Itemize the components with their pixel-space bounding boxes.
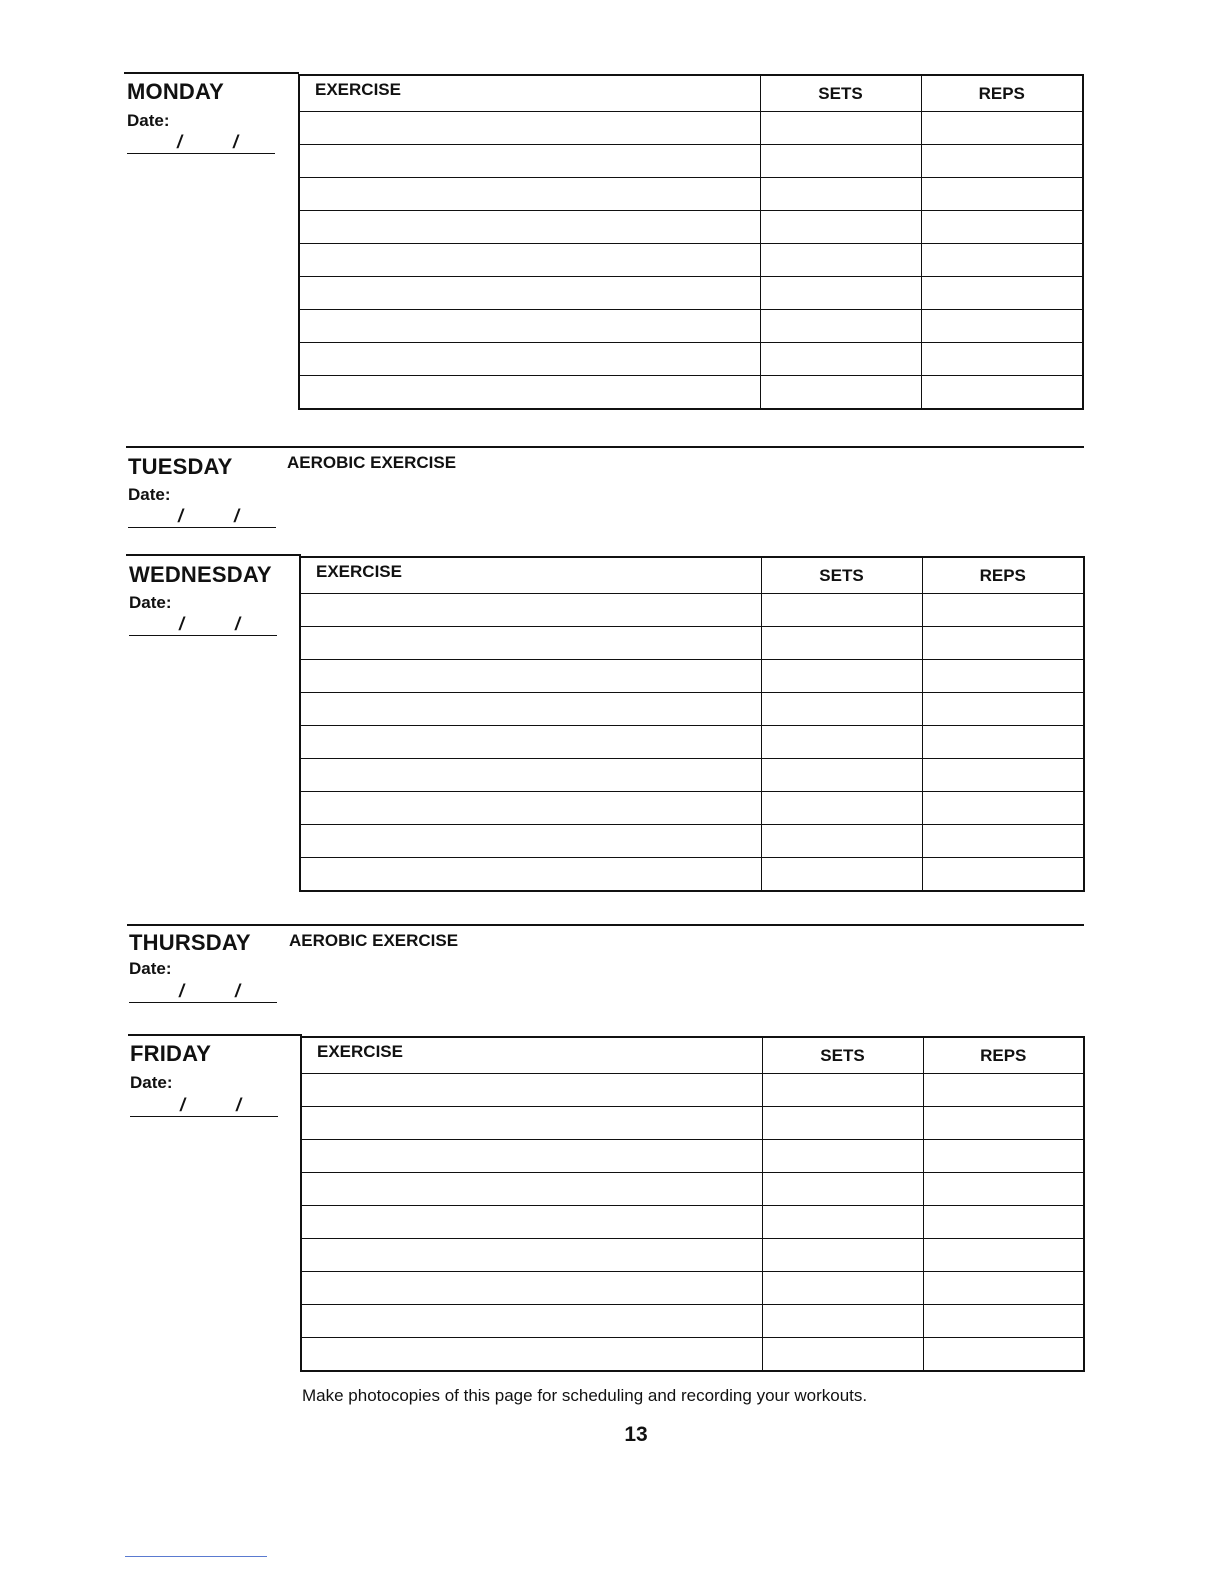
reps-cell[interactable] [923,1173,1084,1206]
table-row [301,1140,1084,1173]
sets-cell[interactable] [761,627,922,660]
sets-cell[interactable] [762,1338,923,1372]
sets-cell[interactable] [762,1173,923,1206]
exercise-cell[interactable] [300,759,761,792]
table-row [300,792,1084,825]
reps-cell[interactable] [923,1272,1084,1305]
sets-cell[interactable] [760,112,921,145]
sets-cell[interactable] [760,211,921,244]
thursday-date-label: Date: [129,959,172,978]
table-row [299,145,1083,178]
sets-column-header: SETS [761,557,922,594]
reps-cell[interactable] [921,211,1083,244]
date-separator: / [235,614,241,634]
thursday-date-field[interactable] [129,980,277,1003]
sets-cell[interactable] [762,1239,923,1272]
table-row [301,1338,1084,1372]
exercise-cell[interactable] [300,660,761,693]
exercise-cell[interactable] [300,792,761,825]
exercise-cell[interactable] [301,1107,762,1140]
table-row [300,759,1084,792]
date-separator: / [177,132,183,152]
friday-date-label: Date: [130,1073,173,1092]
reps-cell[interactable] [922,759,1084,792]
table-row [299,178,1083,211]
thursday-heading: THURSDAY [129,930,251,955]
exercise-cell[interactable] [299,211,760,244]
reps-cell[interactable] [923,1206,1084,1239]
reps-cell[interactable] [922,726,1084,759]
exercise-cell[interactable] [301,1173,762,1206]
reps-cell[interactable] [923,1305,1084,1338]
reps-cell[interactable] [921,343,1083,376]
monday-date-field[interactable] [127,131,275,154]
wednesday-date-field[interactable] [129,613,277,636]
sets-cell[interactable] [760,310,921,343]
exercise-column-header: EXERCISE [300,557,761,594]
exercise-cell[interactable] [301,1338,762,1372]
friday-heading: FRIDAY [130,1041,212,1066]
table-row [301,1272,1084,1305]
sets-cell[interactable] [761,726,922,759]
date-separator: / [236,1095,242,1115]
tuesday-date-label: Date: [128,485,171,504]
friday-exercise-table [300,1036,1085,1372]
thursday-top-rule [127,924,1084,926]
date-separator: / [234,506,240,526]
exercise-cell[interactable] [299,178,760,211]
tuesday-top-rule [126,446,1084,448]
reps-cell[interactable] [922,594,1084,627]
monday-top-rule [124,72,299,74]
exercise-cell[interactable] [300,594,761,627]
table-row [300,726,1084,759]
tuesday-date-field[interactable] [128,505,276,528]
reps-cell[interactable] [921,145,1083,178]
monday-heading: MONDAY [127,79,224,104]
thursday-aerobic-label: AEROBIC EXERCISE [289,931,459,950]
exercise-cell[interactable] [301,1140,762,1173]
date-separator: / [233,132,239,152]
sets-cell[interactable] [762,1140,923,1173]
reps-cell[interactable] [922,792,1084,825]
exercise-cell[interactable] [300,825,761,858]
exercise-column-header: EXERCISE [299,75,760,112]
reps-cell[interactable] [921,244,1083,277]
table-row [301,1074,1084,1107]
reps-column-header: REPS [921,75,1083,112]
exercise-cell[interactable] [301,1206,762,1239]
sets-cell[interactable] [760,178,921,211]
date-separator: / [178,506,184,526]
exercise-cell[interactable] [300,627,761,660]
table-row [300,627,1084,660]
wednesday-heading: WEDNESDAY [129,562,272,587]
sets-cell[interactable] [760,277,921,310]
wednesday-exercise-table [299,556,1085,892]
exercise-cell[interactable] [299,112,760,145]
reps-cell[interactable] [922,825,1084,858]
sets-column-header: SETS [762,1037,923,1074]
reps-cell[interactable] [922,660,1084,693]
decorative-underline [125,1556,267,1557]
sets-cell[interactable] [760,376,921,410]
table-row [300,660,1084,693]
sets-cell[interactable] [761,792,922,825]
table-row [301,1239,1084,1272]
date-separator: / [180,1095,186,1115]
friday-date-field[interactable] [130,1094,278,1117]
sets-cell[interactable] [760,244,921,277]
table-row [299,343,1083,376]
sets-cell[interactable] [762,1074,923,1107]
table-row [301,1206,1084,1239]
table-row [299,277,1083,310]
page-number: 13 [624,1423,648,1446]
reps-cell[interactable] [922,858,1084,892]
table-row [299,112,1083,145]
sets-cell[interactable] [760,343,921,376]
exercise-column-header: EXERCISE [301,1037,762,1074]
wednesday-date-label: Date: [129,593,172,612]
exercise-cell[interactable] [299,343,760,376]
tuesday-heading: TUESDAY [128,454,233,479]
sets-cell[interactable] [761,858,922,892]
sets-cell[interactable] [761,759,922,792]
exercise-cell[interactable] [300,693,761,726]
reps-cell[interactable] [923,1107,1084,1140]
reps-cell[interactable] [923,1338,1084,1372]
reps-cell[interactable] [921,112,1083,145]
reps-column-header: REPS [923,1037,1084,1074]
sets-cell[interactable] [761,825,922,858]
sets-cell[interactable] [762,1206,923,1239]
wednesday-top-rule [126,554,301,556]
sets-cell[interactable] [761,660,922,693]
table-row [300,825,1084,858]
table-row [299,211,1083,244]
reps-cell[interactable] [921,376,1083,410]
date-separator: / [179,981,185,1001]
tuesday-aerobic-label: AEROBIC EXERCISE [287,453,457,472]
monday-exercise-table [298,74,1084,410]
date-separator: / [235,981,241,1001]
sets-cell[interactable] [762,1305,923,1338]
reps-cell[interactable] [921,310,1083,343]
date-separator: / [179,614,185,634]
table-row [300,858,1084,892]
reps-cell[interactable] [922,627,1084,660]
sets-column-header: SETS [760,75,921,112]
reps-cell[interactable] [922,693,1084,726]
table-row [299,244,1083,277]
sets-cell[interactable] [761,693,922,726]
exercise-cell[interactable] [299,310,760,343]
reps-cell[interactable] [923,1074,1084,1107]
exercise-cell[interactable] [301,1305,762,1338]
monday-date-label: Date: [127,111,170,130]
sets-cell[interactable] [762,1107,923,1140]
table-row [301,1107,1084,1140]
exercise-cell[interactable] [301,1239,762,1272]
table-row [299,376,1083,410]
reps-cell[interactable] [921,277,1083,310]
exercise-cell[interactable] [299,376,760,410]
reps-cell[interactable] [923,1140,1084,1173]
table-row [300,594,1084,627]
table-row [300,693,1084,726]
exercise-cell[interactable] [299,145,760,178]
table-row [301,1173,1084,1206]
reps-cell[interactable] [921,178,1083,211]
exercise-cell[interactable] [299,277,760,310]
table-row [301,1305,1084,1338]
table-row [299,310,1083,343]
exercise-cell[interactable] [300,726,761,759]
friday-top-rule [128,1034,302,1036]
exercise-cell[interactable] [301,1272,762,1305]
reps-column-header: REPS [922,557,1084,594]
sets-cell[interactable] [760,145,921,178]
exercise-cell[interactable] [301,1074,762,1107]
sets-cell[interactable] [761,594,922,627]
reps-cell[interactable] [923,1239,1084,1272]
exercise-cell[interactable] [300,858,761,892]
footer-note: Make photocopies of this page for scheduling and recording your workouts. [302,1386,868,1405]
exercise-cell[interactable] [299,244,760,277]
sets-cell[interactable] [762,1272,923,1305]
